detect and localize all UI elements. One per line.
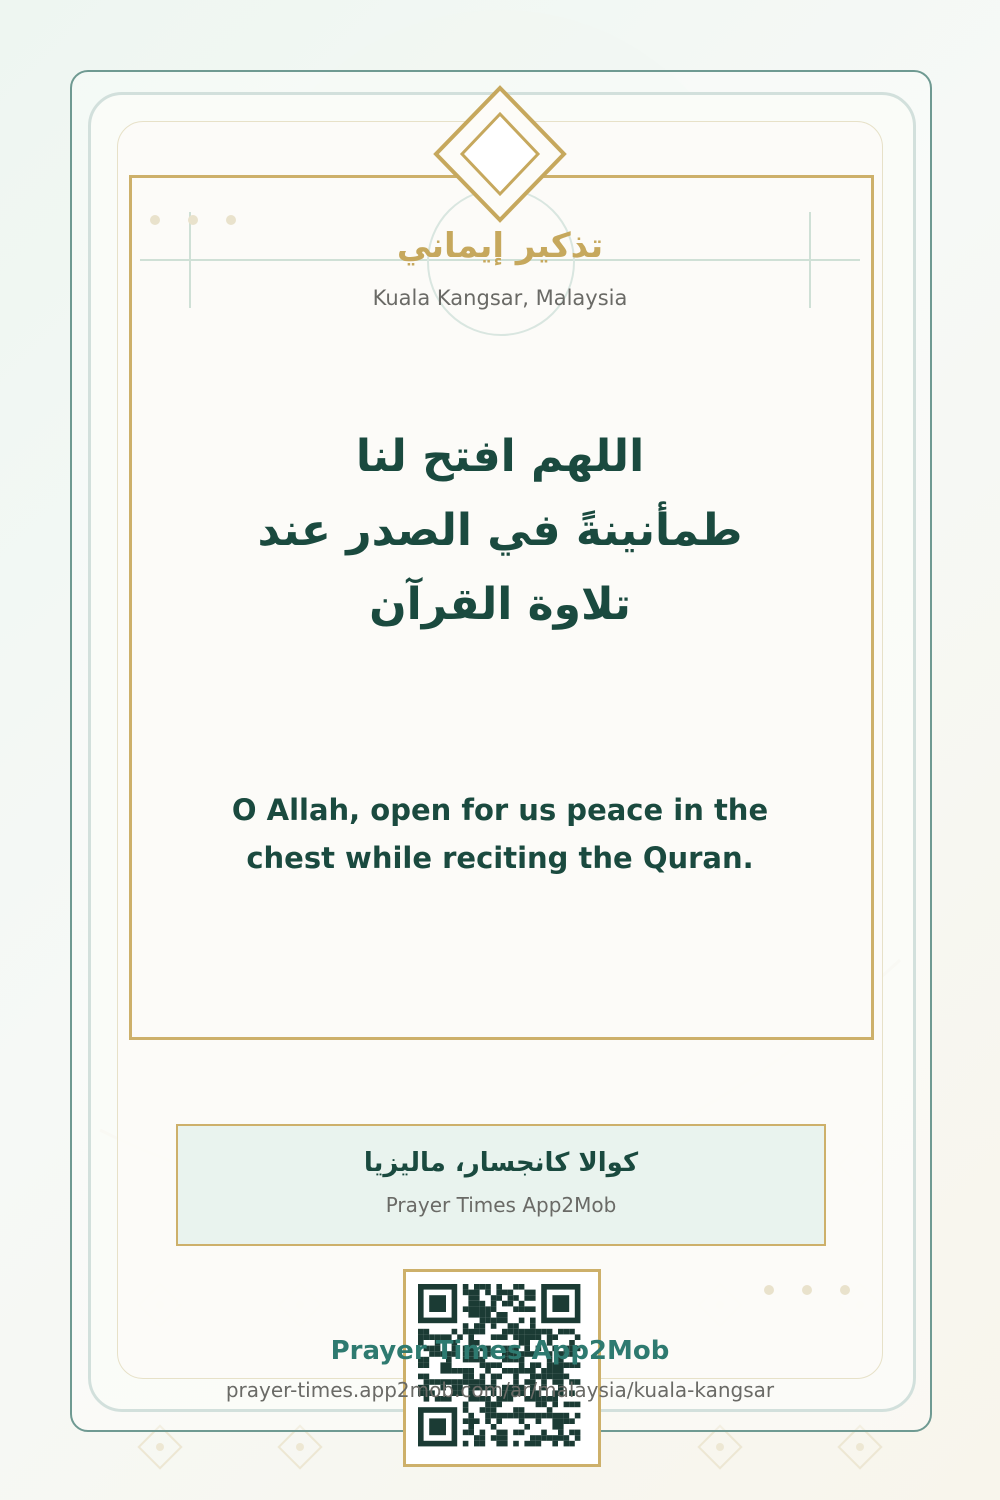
qr-code-icon [406, 1272, 598, 1464]
dua-translation-line: chest while reciting the Quran. [246, 841, 754, 875]
decor-dot [150, 215, 160, 225]
dua-arabic [150, 420, 850, 642]
decor-dot [840, 1285, 850, 1295]
decor-dot [764, 1285, 774, 1295]
dua-arabic-line: تلاوة القرآن [369, 579, 631, 630]
qr-code[interactable] [403, 1269, 601, 1467]
diamond-emblem-icon [430, 84, 570, 224]
city-name-arabic: كوالا كانجسار، ماليزيا [363, 1148, 639, 1178]
dua-translation [180, 786, 820, 882]
decor-dot [226, 215, 236, 225]
dua-arabic-line: اللهم افتح لنا [355, 431, 645, 482]
dua-translation-line: O Allah, open for us peace in the [231, 793, 769, 827]
location-box [176, 1124, 826, 1246]
brand-name[interactable]: Prayer Times App2Mob [330, 1336, 670, 1366]
dua-arabic-line: طمأنينةً في الصدر عند [257, 505, 743, 556]
decor-dot [802, 1285, 812, 1295]
app-name: Prayer Times App2Mob [385, 1193, 617, 1217]
decor-dot [188, 215, 198, 225]
page-title: تذكير إيماني [396, 226, 604, 266]
footer-url[interactable]: prayer-times.app2mob.com/ar/malaysia/kuala-kangsar [225, 1378, 775, 1402]
location-subtitle: Kuala Kangsar, Malaysia [372, 286, 628, 310]
